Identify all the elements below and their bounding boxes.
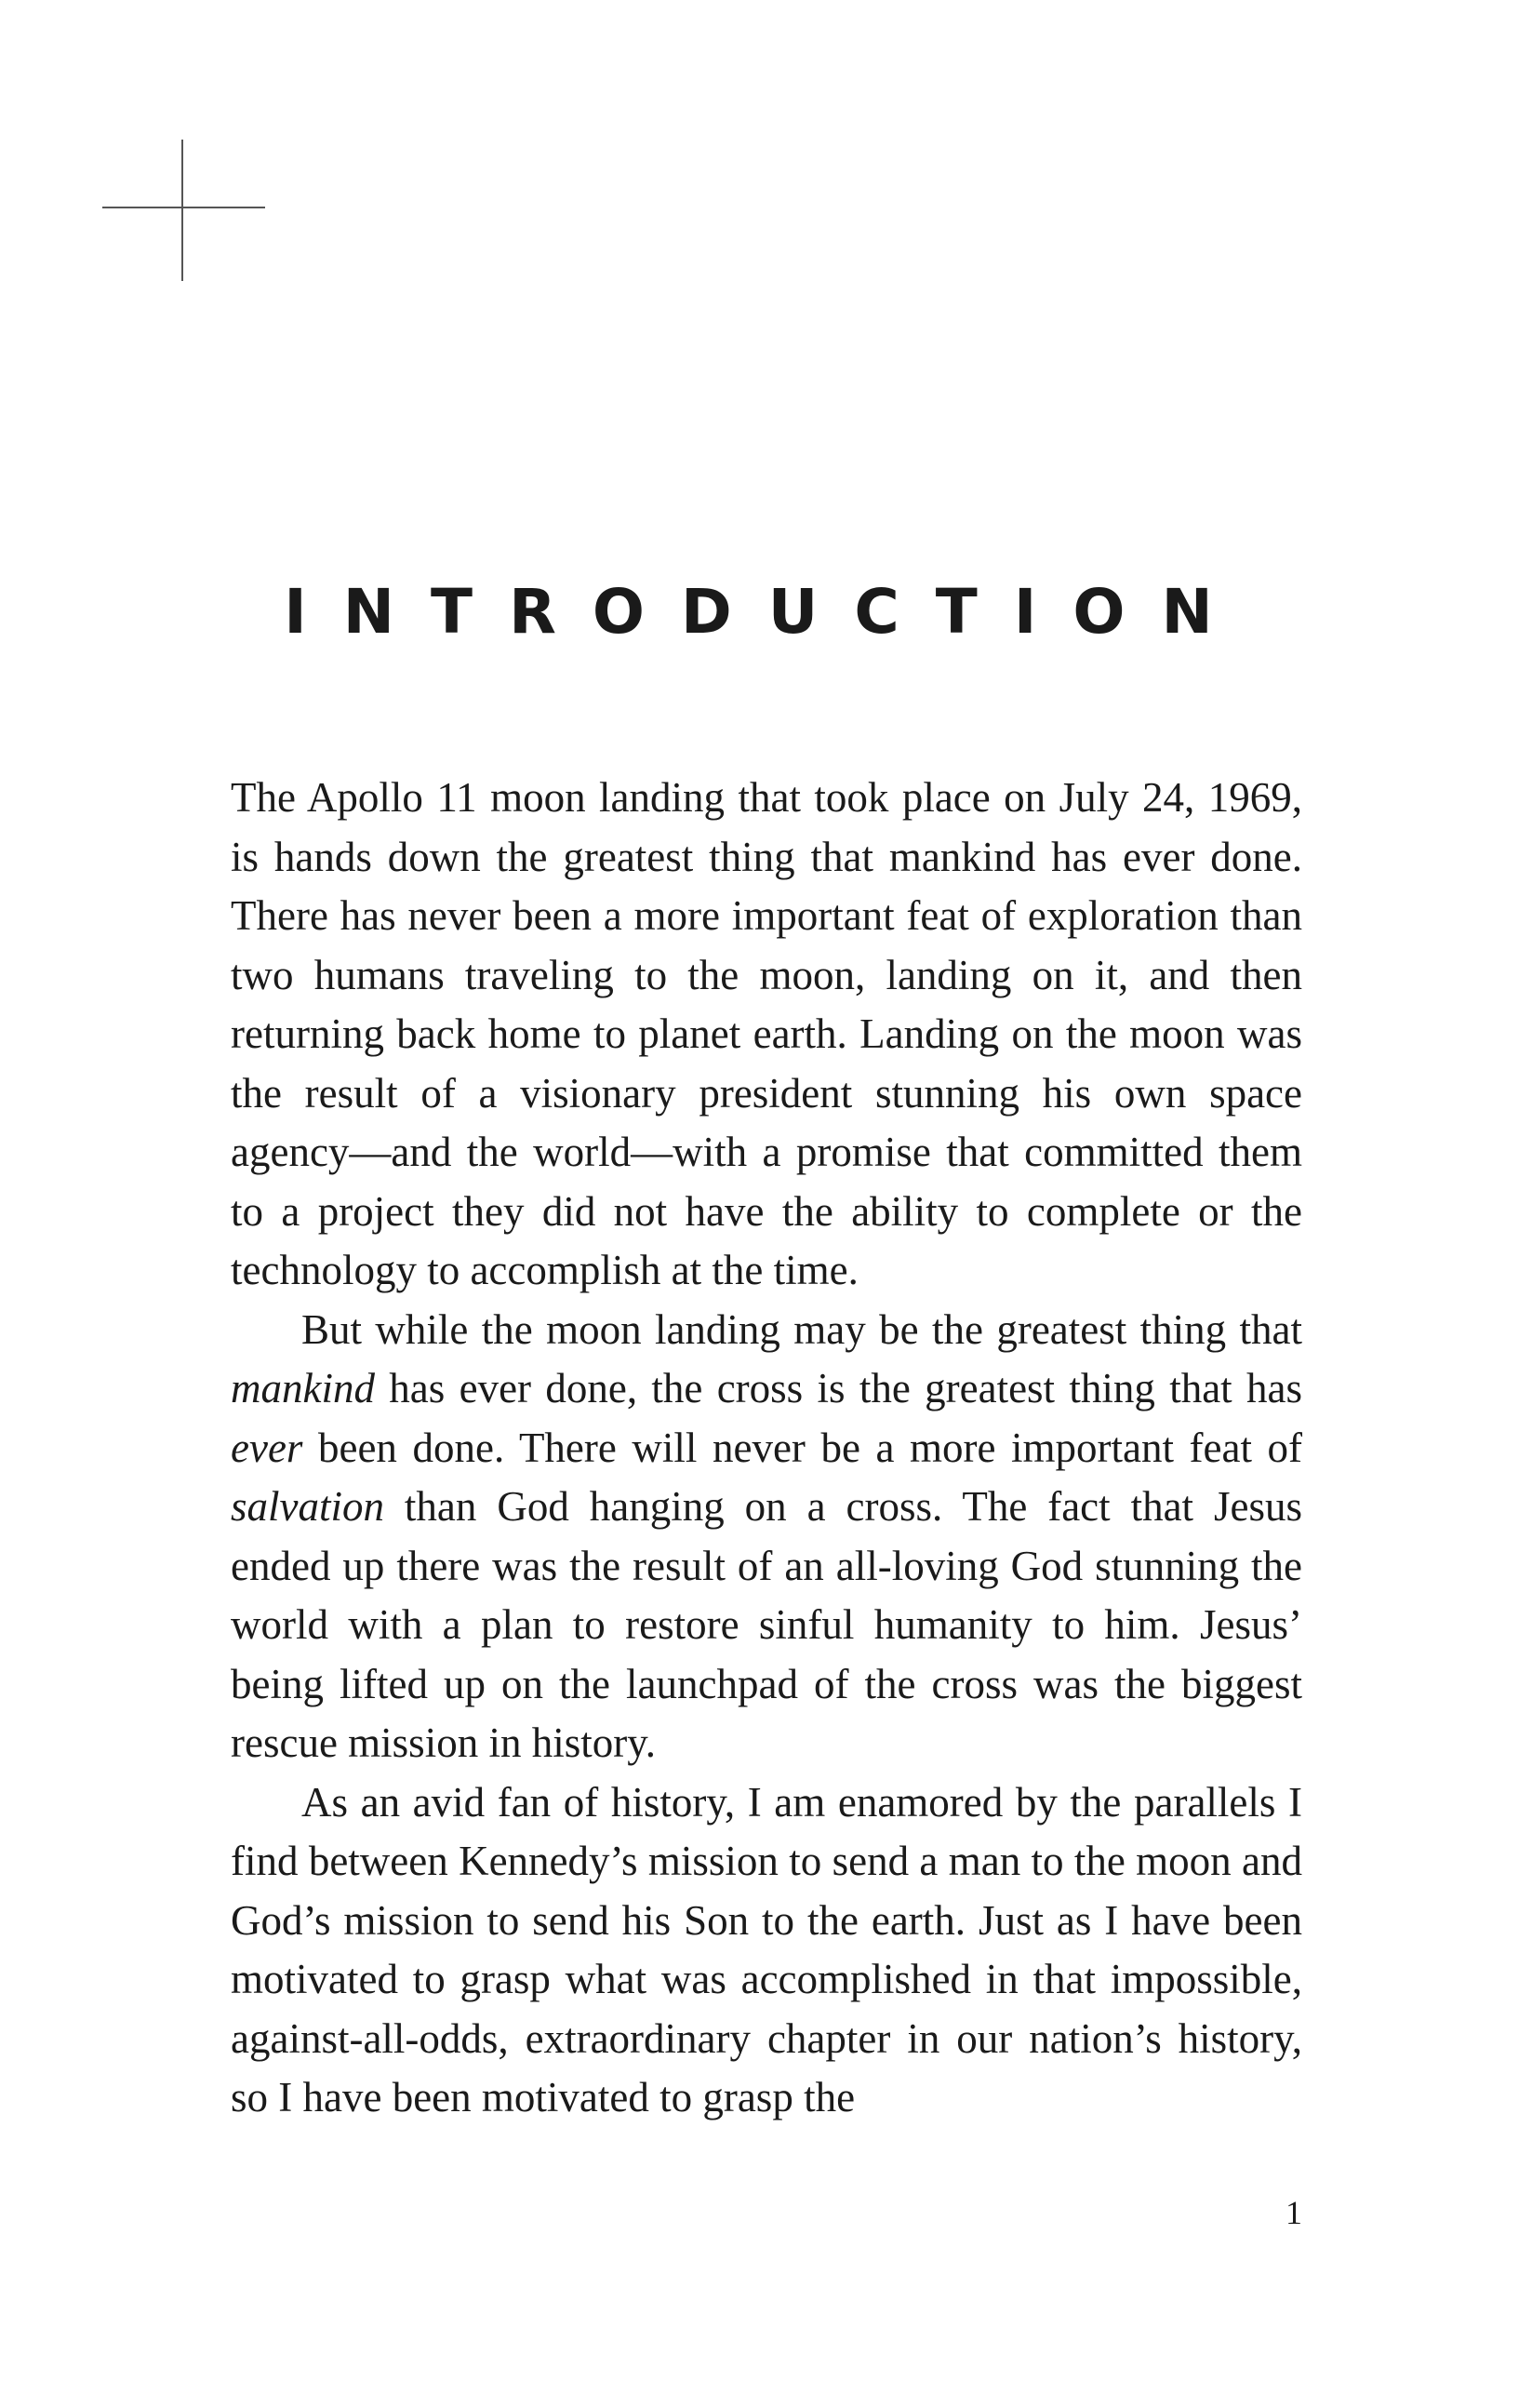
page-number: 1: [1286, 2194, 1302, 2231]
italic-run: mankind: [231, 1365, 375, 1411]
paragraph-2: [231, 1301, 1302, 1773]
crop-mark-horizontal-line: [102, 207, 265, 208]
text-run: been done. There will never be a more important feat of: [302, 1424, 1302, 1471]
crop-mark-vertical-line: [181, 140, 183, 281]
chapter-title: INTRODUCTION: [284, 576, 1249, 648]
body-text: [231, 769, 1302, 2128]
text-run: The Apollo 11 moon landing that took place on July 24, 1969, is hands down the greatest thing that mankind has ever done. There has never been a more important feat of exploration than two humans traveling to the moon, landing on it, and then returning back home to planet earth. Landing on the moon was the result of a visionary president stunning his own space agency—and the world—with a promise that committed them to a project they did not have the ability to complete or the technology to accomplish at the time.: [231, 774, 1302, 1293]
paragraph-1: [231, 769, 1302, 1301]
crop-mark: [102, 140, 265, 281]
paragraph-3: [231, 1773, 1302, 2128]
italic-run: salvation: [231, 1483, 384, 1530]
text-run: As an avid fan of history, I am enamored by the parallels I find between Kennedy’s mission to send a man to the moon and God’s mission to send his Son to the earth. Just as I have been motivated to grasp what was accomplished in that impossible, against-all-odds, extraordinary chapter in our nation’s history, so I have been motivated to grasp the: [231, 1778, 1302, 2120]
italic-run: ever: [231, 1424, 303, 1471]
text-run: than God hanging on a cross. The fact that Jesus ended up there was the result of an all-loving God stunning the world with a plan to restore sinful humanity to him. Jesus’ being lifted up on the launchpad of the cross was the biggest rescue mission in history.: [231, 1483, 1302, 1766]
text-run: has ever done, the cross is the greatest thing that has: [374, 1365, 1302, 1411]
text-run: But while the moon landing may be the greatest thing that: [301, 1305, 1302, 1353]
